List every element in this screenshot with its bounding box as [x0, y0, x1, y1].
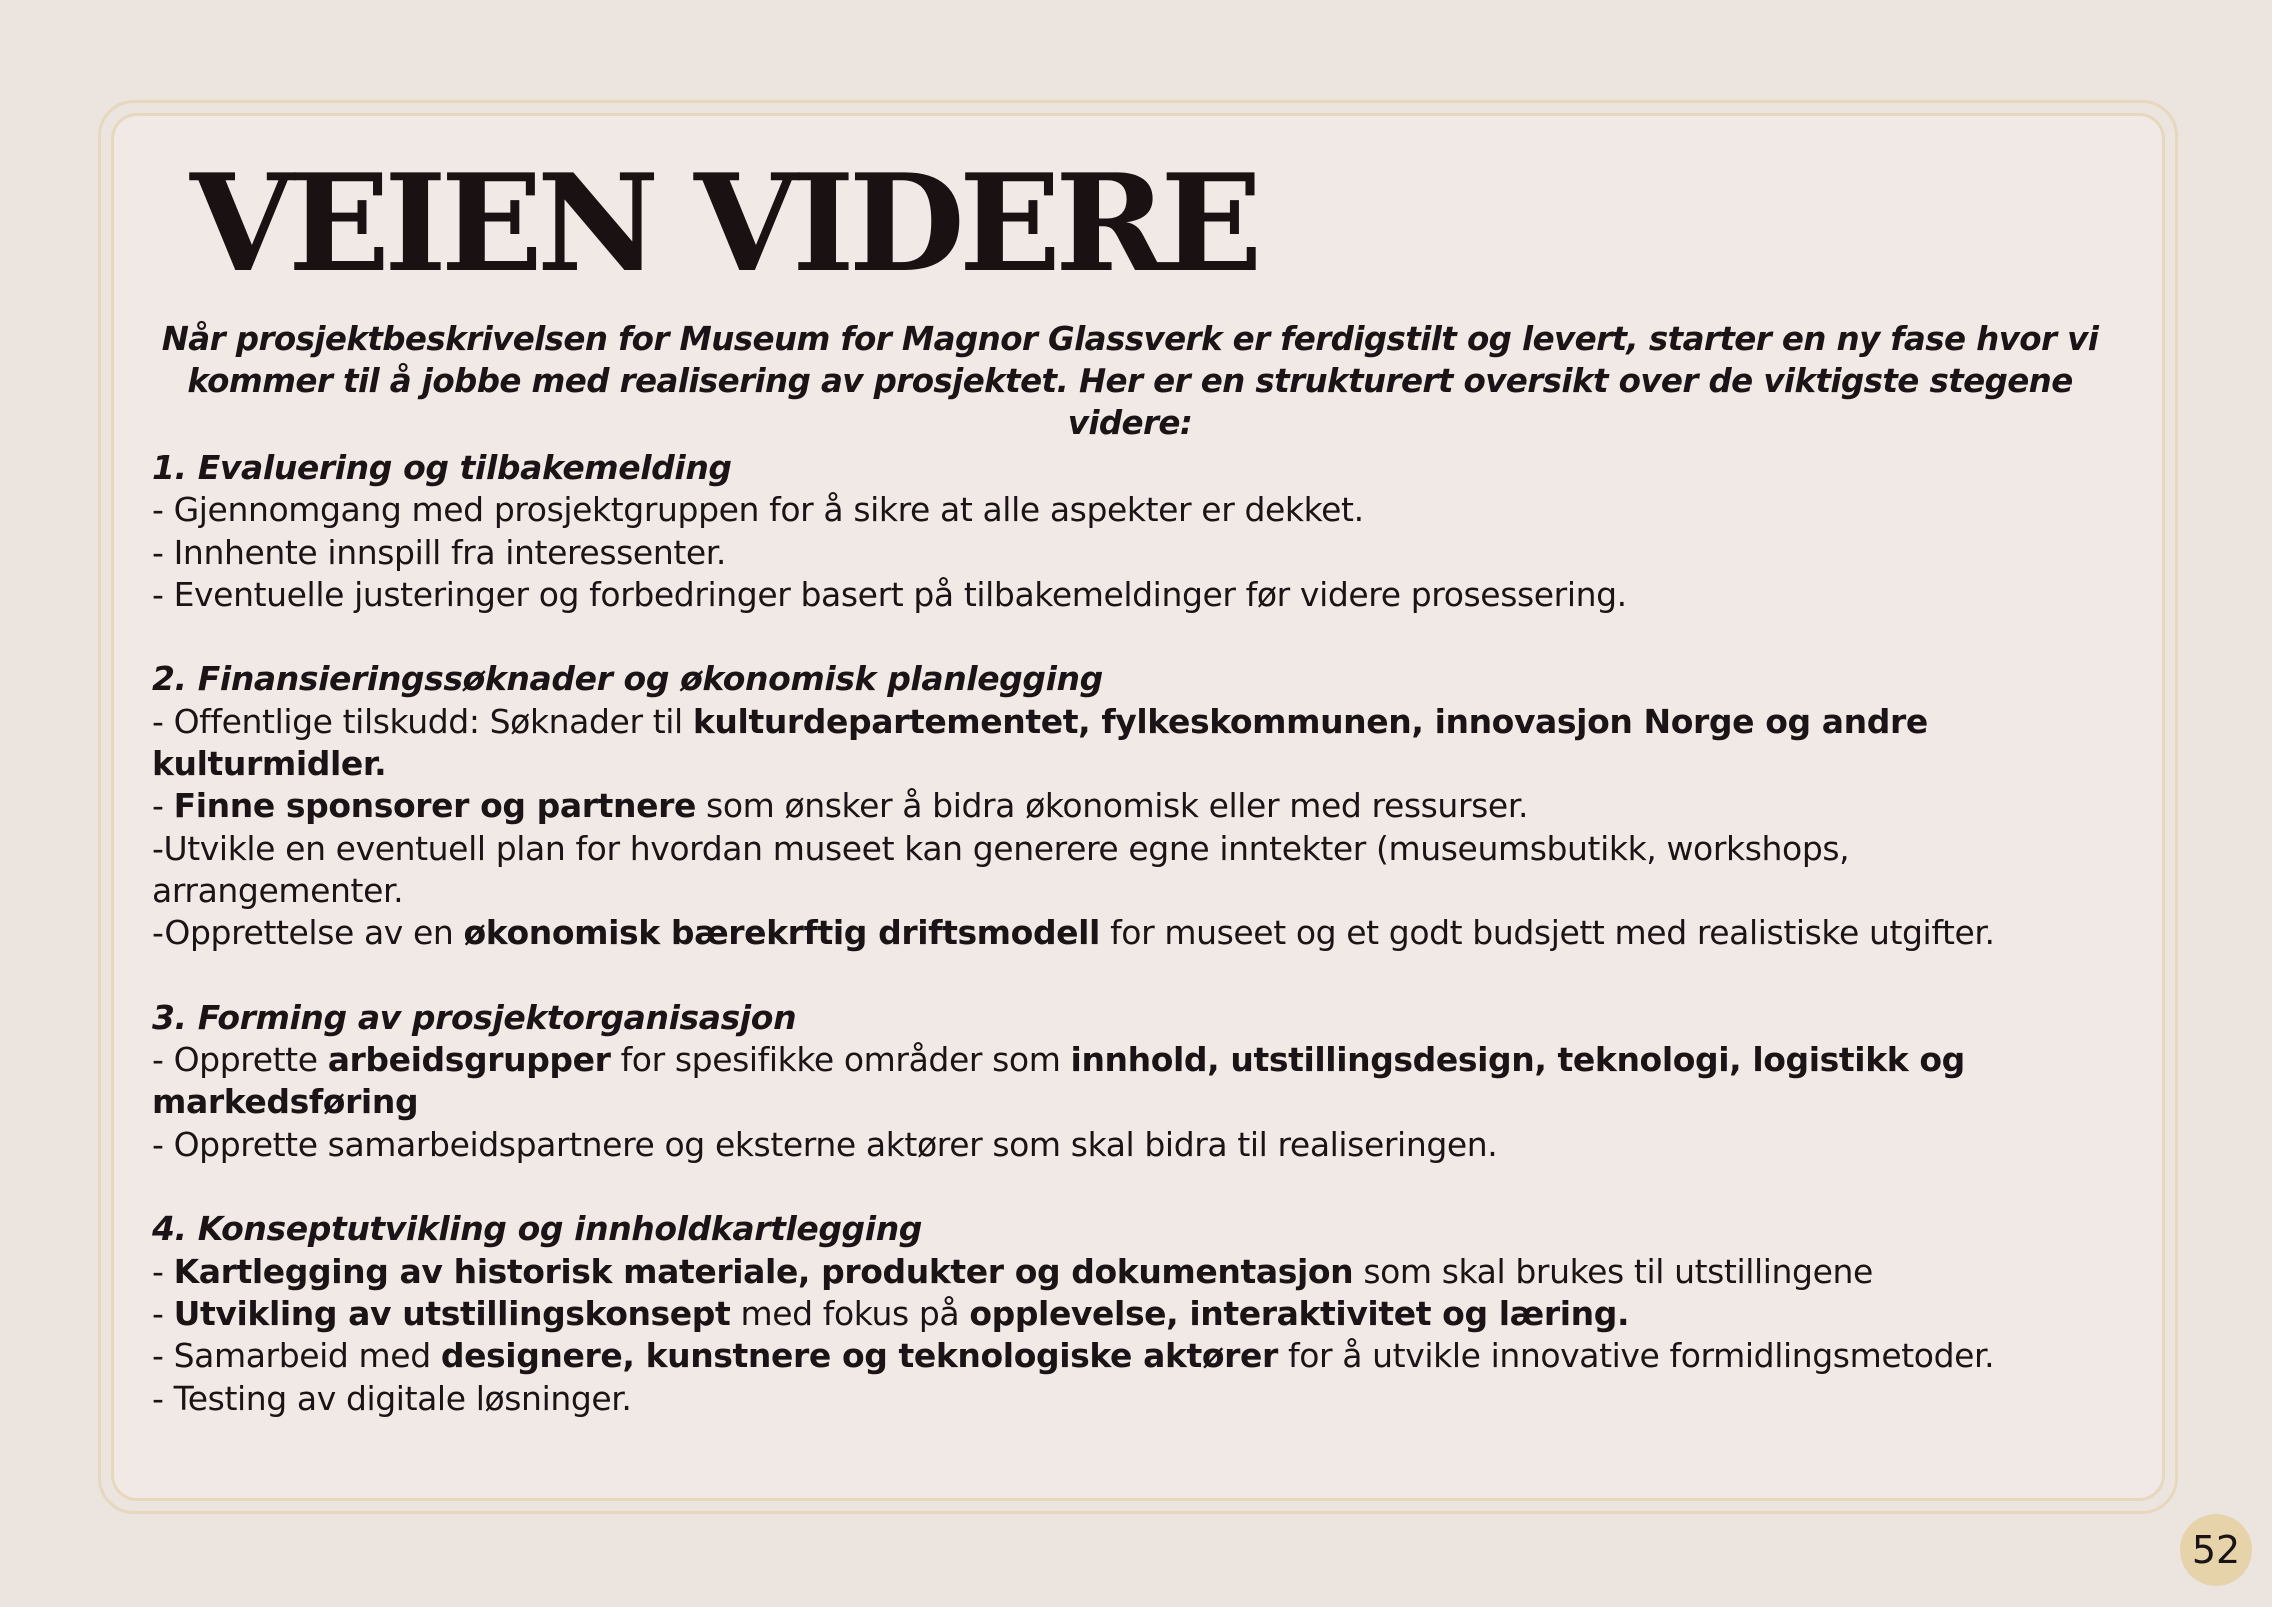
step-line — [152, 1039, 2142, 1081]
step-line — [152, 912, 2142, 954]
body-text: for museet og et godt budsjett med realistiske utgifter. — [1099, 913, 1995, 953]
emphasis-text: markedsføring — [152, 1082, 419, 1122]
step-line — [152, 1378, 2142, 1420]
body-text: - Eventuelle justeringer og forbedringer basert på tilbakemeldinger før videre prosessering. — [152, 574, 1627, 614]
emphasis-text: designere, kunstnere og teknologiske aktører — [440, 1336, 1278, 1376]
step-section-4 — [152, 1208, 2142, 1419]
body-text: - Opprette samarbeidspartnere og eksterne aktører som skal bidra til realiseringen. — [152, 1124, 1498, 1164]
step-line — [152, 1293, 2142, 1335]
emphasis-text: Finne sponsorer og partnere — [173, 786, 696, 826]
step-heading: 3. Forming av prosjektorganisasjon — [152, 997, 797, 1037]
body-text: - — [152, 1293, 174, 1333]
step-line — [152, 785, 2142, 827]
body-text: med fokus på — [730, 1293, 970, 1333]
page-number: 52 — [2191, 1528, 2241, 1572]
step-line — [152, 489, 2142, 531]
body-text: - Samarbeid med — [152, 1336, 441, 1376]
intro-line-2: kommer til å jobbe med realisering av prosjektet. Her er en strukturert oversikt over de viktigste stegene videre: — [187, 362, 2073, 442]
steps-list — [152, 447, 2142, 1462]
emphasis-text: arbeidsgrupper — [327, 1040, 611, 1080]
body-text: som ønsker å bidra økonomisk eller med ressurser. — [695, 786, 1529, 826]
step-line — [152, 1124, 2142, 1166]
step-section-3 — [152, 997, 2142, 1166]
step-heading: 4. Konseptutvikling og innholdkartlegging — [152, 1209, 923, 1249]
intro-line-1: Når prosjektbeskrivelsen for Museum for Magnor Glassverk er ferdigstilt og levert, starter en ny fase hvor vi — [161, 320, 2099, 358]
body-text: arrangementer. — [152, 870, 404, 910]
step-line — [152, 574, 2142, 616]
emphasis-text: opplevelse, interaktivitet og læring. — [969, 1293, 1630, 1333]
step-line — [152, 870, 2142, 912]
body-text: for å utvikle innovative formidlingsmetoder. — [1277, 1336, 1995, 1376]
step-line — [152, 1335, 2142, 1377]
page-title: VEIEN VIDERE — [190, 144, 1257, 302]
body-text: - Opprette — [152, 1040, 328, 1080]
step-section-1 — [152, 447, 2142, 616]
step-line — [152, 1081, 2142, 1123]
body-text: -Utvikle en eventuell plan for hvordan museet kan generere egne inntekter (museumsbutikk, workshops, — [152, 828, 1850, 868]
step-heading: 2. Finansieringssøknader og økonomisk planlegging — [152, 659, 1103, 699]
step-section-2 — [152, 658, 2142, 954]
body-text: - Testing av digitale løsninger. — [152, 1378, 632, 1418]
body-text: for spesifikke områder som — [610, 1040, 1071, 1080]
step-line — [152, 701, 2142, 786]
emphasis-text: kulturdepartementet, fylkeskommunen, innovasjon Norge og andre kulturmidler. — [152, 701, 1928, 784]
step-line — [152, 1251, 2142, 1293]
intro-paragraph — [150, 318, 2110, 444]
step-line — [152, 828, 2142, 870]
step-heading: 1. Evaluering og tilbakemelding — [152, 448, 732, 487]
body-text: - Gjennomgang med prosjektgruppen for å sikre at alle aspekter er dekket. — [152, 490, 1364, 530]
emphasis-text: Utvikling av utstillingskonsept — [173, 1293, 731, 1333]
emphasis-text: økonomisk bærekrftig driftsmodell — [463, 913, 1100, 953]
step-line — [152, 532, 2142, 574]
emphasis-text: Kartlegging av historisk materiale, produkter og dokumentasjon — [173, 1251, 1354, 1291]
body-text: - — [152, 1251, 174, 1291]
body-text: - — [152, 786, 174, 826]
body-text: - Innhente innspill fra interessenter. — [152, 532, 726, 572]
body-text: som skal brukes til utstillingene — [1353, 1251, 1873, 1291]
body-text: -Opprettelse av en — [152, 913, 464, 953]
emphasis-text: innhold, utstillingsdesign, teknologi, logistikk og — [1070, 1040, 1965, 1080]
page-number-badge — [2180, 1514, 2252, 1586]
body-text: - Offentlige tilskudd: Søknader til — [152, 701, 693, 741]
